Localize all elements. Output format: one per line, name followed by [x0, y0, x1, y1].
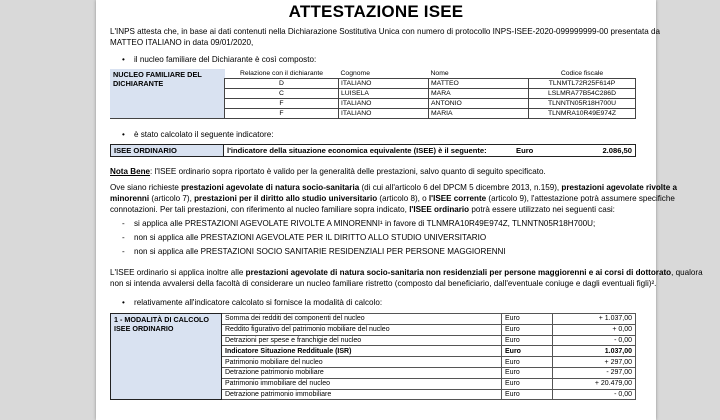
intro-line-2: MATTEO ITALIANO in data 09/01/2020, [110, 38, 254, 47]
family-header: Codice fiscale [529, 69, 636, 79]
page-title: ATTESTAZIONE ISEE [288, 2, 464, 21]
indicator-intro: è stato calcolato il seguente indicatore: [134, 130, 274, 139]
paragraph-line: connotazioni. Per tali prestazioni, con riferimento al nucleo familiare sopra indicato, l'ISEE ordinario potrà essere utilizzato nei seguenti casi: [110, 205, 615, 214]
table-row: Detrazione patrimonio immobiliare Euro - 0,00 [111, 389, 636, 400]
isee-currency: Euro [513, 145, 569, 157]
modality-table [110, 313, 636, 400]
isee-label: ISEE ORDINARIO [111, 145, 224, 157]
bullet-icon: • [122, 130, 125, 139]
table-row: Patrimonio immobiliare del nucleo Euro + 20.479,00 [111, 378, 636, 389]
isee-table [110, 144, 636, 157]
table-row: Reddito figurativo del patrimonio mobiliare del nucleo Euro + 0,00 [111, 324, 636, 335]
family-header: Nome [429, 69, 529, 79]
paragraph-line: Ove siano richieste prestazioni agevolate di natura socio-sanitaria (di cui all'articolo 6 del DPCM 5 dicembre 2013, n.159), prestazioni agevolate rivolte a [110, 183, 677, 192]
table-row: C LUISELA MARA LSLMRA77B54C286D [110, 89, 636, 99]
case-item: si applica alle PRESTAZIONI AGEVOLATE RIVOLTE A MINORENNI¹ in favore di TLNMRA10R49E974Z, TLNNTN05R18H700U; [134, 219, 596, 228]
table-row: Detrazione patrimonio mobiliare Euro - 297,00 [111, 367, 636, 378]
case-item: non si applica alle PRESTAZIONI AGEVOLATE PER IL DIRITTO ALLO STUDIO UNIVERSITARIO [134, 233, 487, 242]
family-header: Relazione con il dichiarante [225, 69, 339, 79]
calc-intro: relativamente all'indicatore calcolato si fornisce la modalità di calcolo: [134, 298, 383, 307]
bullet-icon: • [122, 298, 125, 307]
table-row: 1 - MODALITÀ DI CALCOLO ISEE ORDINARIO Somma dei redditi dei componenti del nucleo Euro + 1.037,00 [111, 314, 636, 325]
table-row: D ITALIANO MATTEO TLNMTL72R25F614P [110, 79, 636, 89]
dash-icon: - [122, 233, 125, 242]
family-intro: il nucleo familiare del Dichiarante è così composto: [134, 55, 317, 64]
paragraph-line: minorenni (articolo 7), prestazioni per il diritto allo studio universitario (articolo 8), o l'ISEE corrente (articolo 9), l'attestazione potrà assumere specifiche [110, 194, 675, 203]
bullet-icon: • [122, 55, 125, 64]
dash-icon: - [122, 247, 125, 256]
isee-value: 2.086,50 [569, 145, 636, 157]
table-row: F ITALIANO MARIA TLNMRA10R49E974Z [110, 109, 636, 119]
table-row: Detrazioni per spese e franchigie del nucleo Euro - 0,00 [111, 335, 636, 346]
nota-bene: Nota Bene: l'ISEE ordinario sopra riportato è valido per la generalità delle prestazioni, salvo quanto di seguito specificato. [110, 167, 546, 176]
paragraph-line: L'ISEE ordinario si applica inoltre alle prestazioni agevolate di natura socio-sanitaria non residenziali per persone maggiorenni e ai corsi di dottorato, qualora [110, 268, 703, 277]
paragraph-line: non si intenda avvalersi della facoltà di considerare un nucleo familiare ristretto (composto dal beneficiario, dall'eventuale coniuge e dagli eventuali figli)². [110, 279, 657, 288]
viewer-background [0, 0, 96, 420]
table-row: Patrimonio mobiliare del nucleo Euro + 297,00 [111, 357, 636, 368]
modality-label: 1 - MODALITÀ DI CALCOLO ISEE ORDINARIO [111, 314, 222, 400]
case-item: non si applica alle PRESTAZIONI SOCIO SANITARIE RESIDENZIALI PER PERSONE MAGGIORENNI [134, 247, 506, 256]
table-row: Indicatore Situazione Reddituale (ISR) Euro 1.037,00 [111, 346, 636, 357]
isee-description: l'indicatore della situazione economica equivalente (ISEE) è il seguente: [224, 145, 514, 157]
document-page [96, 0, 703, 420]
family-header: Cognome [339, 69, 429, 79]
family-label: NUCLEO FAMILIARE DEL DICHIARANTE [110, 69, 225, 119]
family-table [110, 69, 636, 119]
table-row: F ITALIANO ANTONIO TLNNTN05R18H700U [110, 99, 636, 109]
intro-line-1: L'INPS attesta che, in base ai dati contenuti nella Dichiarazione Sostitutiva Unica con numero di protocollo INPS-ISEE-2020-099999999-00 presentata da [110, 27, 660, 36]
dash-icon: - [122, 219, 125, 228]
